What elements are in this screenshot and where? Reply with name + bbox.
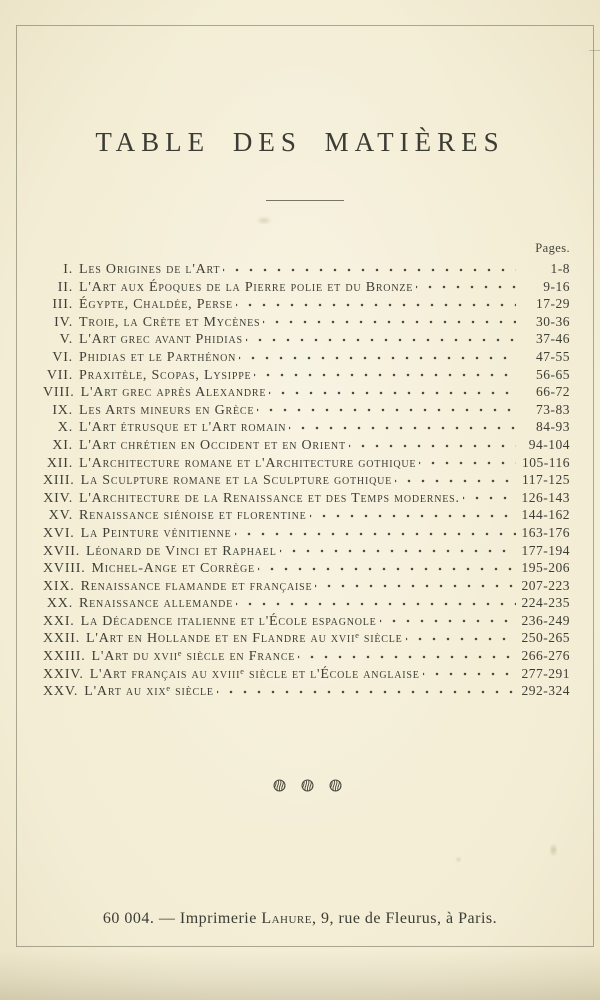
dot-leader (263, 313, 516, 331)
chapter-numeral: XX. (46, 596, 73, 612)
page-range: 30-36 (536, 313, 570, 329)
toc-entry-row (43, 629, 570, 647)
chapter-numeral: XVIII. (43, 561, 86, 577)
chapter-numeral: VI. (52, 349, 73, 365)
toc-entry-row (43, 524, 570, 542)
page-range: 207-223 (521, 577, 570, 593)
chapter-title: La Peinture vénitienne (80, 525, 232, 541)
paper-speck (455, 856, 462, 863)
shell-ornament-icon (273, 779, 286, 797)
toc-entry-row (43, 436, 570, 454)
dot-leader (380, 612, 516, 630)
chapter-numeral: XV. (48, 508, 73, 524)
chapter-numeral: XXIII. (43, 649, 86, 665)
toc-entry-row (43, 401, 570, 419)
page-range: 195-206 (521, 560, 570, 576)
dot-leader (235, 524, 516, 542)
imprint-number: 60 004. — Imprimerie (102, 910, 262, 927)
chapter-title: Léonard de Vinci et Raphael (86, 543, 277, 559)
paper-speck (549, 843, 558, 857)
chapter-title: L'Art chrétien en Occident et en Orient (79, 437, 346, 453)
chapter-numeral: XII. (46, 455, 73, 471)
chapter-numeral: XI. (52, 437, 73, 453)
page-range: 144-162 (521, 507, 570, 523)
chapter-title: Troie, la Crète et Mycènes (79, 314, 261, 330)
dot-leader (406, 629, 516, 647)
page-range: 250-265 (521, 630, 570, 646)
toc-entry-row (43, 489, 570, 507)
page-title: TABLE DES MATIÈRES (95, 127, 505, 157)
page-range: 105-116 (522, 454, 570, 470)
dot-leader (257, 401, 516, 419)
toc-entry-row (43, 278, 570, 296)
dot-leader (269, 383, 516, 401)
dot-leader (236, 295, 516, 313)
dot-leader (258, 559, 516, 577)
dot-leader (423, 665, 516, 683)
dot-leader (315, 577, 516, 595)
toc-entry-row (43, 383, 570, 401)
toc-entry-row (43, 542, 570, 560)
shell-ornament-icon (329, 779, 342, 797)
chapter-numeral: XIII. (43, 473, 75, 489)
toc-entry-row (43, 454, 570, 472)
paper-speck (256, 216, 272, 225)
dot-leader (254, 366, 516, 384)
chapter-title: Renaissance siénoise et florentine (79, 508, 307, 524)
chapter-title: Égypte, Chaldée, Perse (79, 297, 233, 313)
chapter-title: Praxitèle, Scopas, Lysippe (79, 367, 252, 383)
chapter-numeral: XXII. (43, 631, 81, 647)
page-range: 163-176 (521, 524, 570, 540)
chapter-title: L'Art au xixᵉ siècle (84, 684, 214, 700)
chapter-numeral: III. (52, 297, 73, 313)
chapter-title: La Sculpture romane et la Sculpture gothique (80, 473, 393, 489)
dot-leader (416, 278, 516, 296)
toc-rows (43, 260, 570, 700)
dot-leader (223, 260, 516, 278)
printer-name: Lahure (261, 910, 312, 927)
dot-leader (349, 436, 516, 454)
chapter-title: Renaissance flamande et française (80, 578, 313, 594)
toc-entry-row (43, 418, 570, 436)
toc-entry-row (43, 594, 570, 612)
toc-entry-row (43, 313, 570, 331)
page-range: 117-125 (522, 472, 570, 488)
page-range: 236-249 (521, 612, 570, 628)
ornament-row (7, 779, 600, 797)
dot-leader (246, 330, 516, 348)
imprint-footer (0, 910, 600, 928)
chapter-numeral: XXIV. (43, 666, 84, 682)
page-range: 66-72 (536, 384, 570, 400)
chapter-numeral: II. (57, 279, 73, 295)
toc-entry-row (43, 559, 570, 577)
page-range: 224-235 (521, 595, 570, 611)
chapter-numeral: V. (59, 332, 73, 348)
toc-entry-row (43, 665, 570, 683)
paper-crease (589, 50, 600, 51)
chapter-numeral: XXV. (43, 684, 79, 700)
dot-leader (236, 594, 516, 612)
toc-entry-row (43, 612, 570, 630)
page-range: 266-276 (521, 648, 570, 664)
chapter-title: L'Art français au xviiiᵉ siècle et l'École anglaise (89, 666, 420, 682)
pages-column-header: Pages. (535, 241, 570, 255)
page-range: 177-194 (521, 542, 570, 558)
page-range: 9-16 (543, 278, 570, 294)
dot-leader (239, 348, 516, 366)
chapter-title: L'Art aux Époques de la Pierre polie et du Bronze (79, 279, 414, 295)
page-range: 292-324 (521, 683, 570, 699)
chapter-title: Phidias et le Parthénon (79, 349, 237, 365)
chapter-numeral: VII. (46, 367, 73, 383)
chapter-title: Les Origines de l'Art (79, 262, 221, 277)
chapter-title: L'Architecture romane et l'Architecture gothique (79, 455, 417, 471)
dot-leader (419, 454, 516, 472)
printer-address: , 9, rue de Fleurus, à Paris. (312, 910, 498, 927)
chapter-title: Michel-Ange et Corrège (91, 561, 255, 577)
chapter-title: Les Arts mineurs en Grèce (79, 402, 255, 418)
title-divider (266, 200, 344, 201)
toc-entry-row (43, 682, 570, 700)
toc-entry-row (43, 348, 570, 366)
toc-entry-row (43, 366, 570, 384)
page-range: 56-65 (536, 366, 570, 382)
chapter-title: L'Art grec avant Phidias (79, 332, 243, 348)
page-range: 17-29 (536, 296, 570, 312)
chapter-numeral: VIII. (43, 385, 75, 401)
chapter-title: L'Art en Hollande et en Flandre au xviiᵉ siècle (86, 631, 403, 647)
chapter-title: L'Art étrusque et l'Art romain (79, 420, 287, 436)
page-range: 73-83 (536, 401, 570, 417)
chapter-title: L'Architecture de la Renaissance et des Temps modernes. (79, 490, 460, 506)
dot-leader (289, 418, 516, 436)
dot-leader (310, 506, 516, 524)
toc-entry-row (43, 295, 570, 313)
dot-leader (298, 647, 516, 665)
dot-leader (280, 542, 516, 560)
chapter-title: L'Art grec après Alexandre (80, 385, 267, 401)
page-range: 47-55 (536, 348, 570, 364)
chapter-numeral: XVI. (43, 525, 75, 541)
page-range: 37-46 (536, 331, 570, 347)
chapter-numeral: IV. (54, 314, 73, 330)
chapter-numeral: I. (63, 262, 73, 277)
dot-leader (395, 471, 516, 489)
chapter-numeral: X. (57, 420, 73, 436)
toc-entry-row (43, 647, 570, 665)
chapter-numeral: XIX. (43, 578, 75, 594)
chapter-numeral: XIV. (43, 490, 73, 506)
table-of-contents (43, 241, 570, 700)
chapter-numeral: XXI. (43, 613, 75, 629)
toc-entry-row (43, 577, 570, 595)
page-range: 1-8 (550, 261, 570, 276)
dot-leader (217, 682, 516, 700)
chapter-numeral: XVII. (43, 543, 81, 559)
toc-entry-row (43, 330, 570, 348)
page-range: 94-104 (528, 436, 570, 452)
page-range: 84-93 (536, 419, 570, 435)
chapter-numeral: IX. (52, 402, 73, 418)
toc-entry-row (43, 506, 570, 524)
shell-ornament-icon (301, 779, 314, 797)
page-range: 126-143 (521, 489, 570, 505)
page-range: 277-291 (521, 665, 570, 681)
chapter-title: Renaissance allemande (79, 596, 234, 612)
toc-entry-row (43, 471, 570, 489)
toc-entry-row (43, 260, 570, 278)
chapter-title: L'Art du xviiᵉ siècle en France (91, 649, 296, 665)
chapter-title: La Décadence italienne et l'École espagnole (80, 613, 377, 629)
dot-leader (463, 489, 516, 507)
